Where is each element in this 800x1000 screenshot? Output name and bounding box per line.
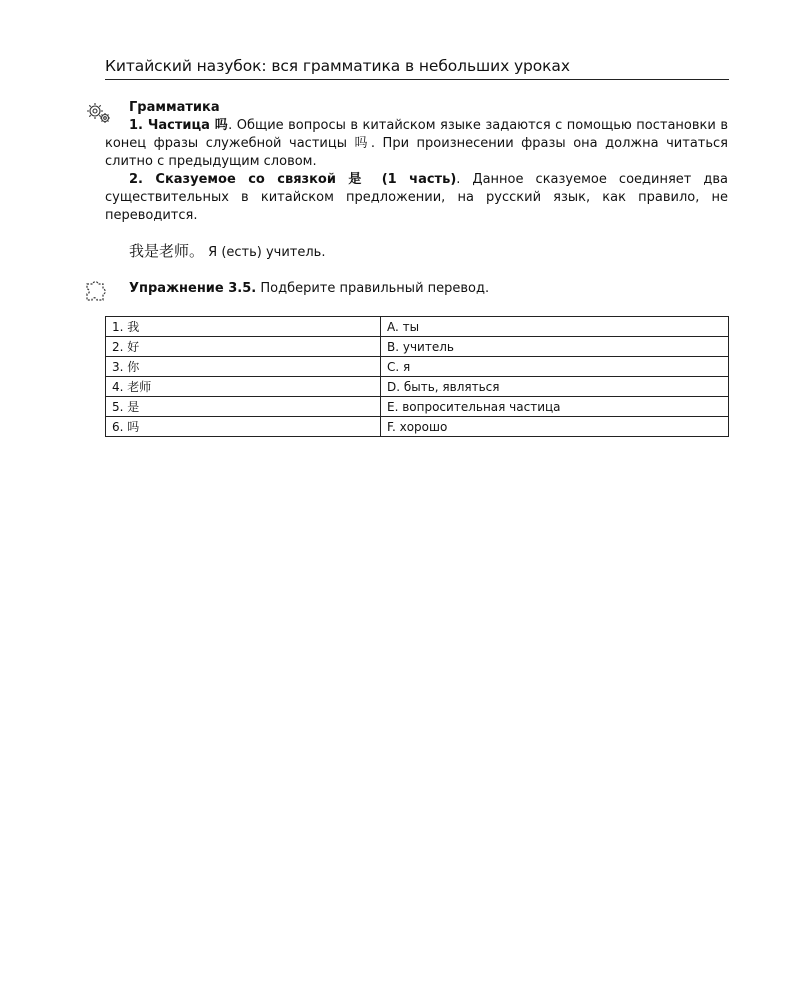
example-russian: Я (есть) учитель. [208, 245, 326, 260]
table-row [106, 377, 729, 397]
exercise-title [129, 281, 489, 296]
p1-label: 1. Частица 吗 [129, 118, 229, 133]
page-header: Китайский назубок: вся грамматика в небольших уроках [105, 57, 729, 80]
grammar-heading: Грамматика [129, 100, 220, 115]
grammar-paragraph-1 [105, 117, 728, 171]
table-cell-left: 5. 是 [106, 397, 381, 417]
table-cell-left: 4. 老师 [106, 377, 381, 397]
table-cell-right: B. учитель [381, 337, 729, 357]
matching-table [105, 316, 729, 437]
table-cell-left: 6. 吗 [106, 417, 381, 437]
exercise-instruction: Подберите правильный перевод. [256, 281, 490, 296]
exercise-label: Упражнение 3.5. [129, 281, 257, 296]
table-cell-right: C. я [381, 357, 729, 377]
p1-text: . Общие вопросы в китайском языке задаются с помощью постановки в конец фразы служебной частицы 吗. При произнесении фразы она должна читаться слитно с предыдущим словом. [105, 118, 728, 169]
table-cell-left: 1. 我 [106, 317, 381, 337]
example-sentence [129, 240, 325, 261]
p2-text: . Данное сказуемое соединяет два существительных в китайском предложении, на русский язык, как правило, не переводится. [105, 172, 728, 223]
table-row [106, 417, 729, 437]
table-row [106, 397, 729, 417]
grammar-section [105, 99, 728, 225]
table-cell-right: F. хорошо [381, 417, 729, 437]
table-cell-left: 3. 你 [106, 357, 381, 377]
table-row [106, 357, 729, 377]
table-row [106, 337, 729, 357]
grammar-paragraph-2 [105, 171, 728, 225]
table-cell-left: 2. 好 [106, 337, 381, 357]
p2-label: 2. Сказуемое со связкой 是 (1 часть) [129, 172, 457, 187]
puzzle-piece-icon [84, 280, 114, 304]
table-cell-right: D. быть, являться [381, 377, 729, 397]
example-chinese: 我是老师。 [129, 242, 205, 260]
table-row [106, 317, 729, 337]
table-cell-right: E. вопросительная частица [381, 397, 729, 417]
table-cell-right: A. ты [381, 317, 729, 337]
